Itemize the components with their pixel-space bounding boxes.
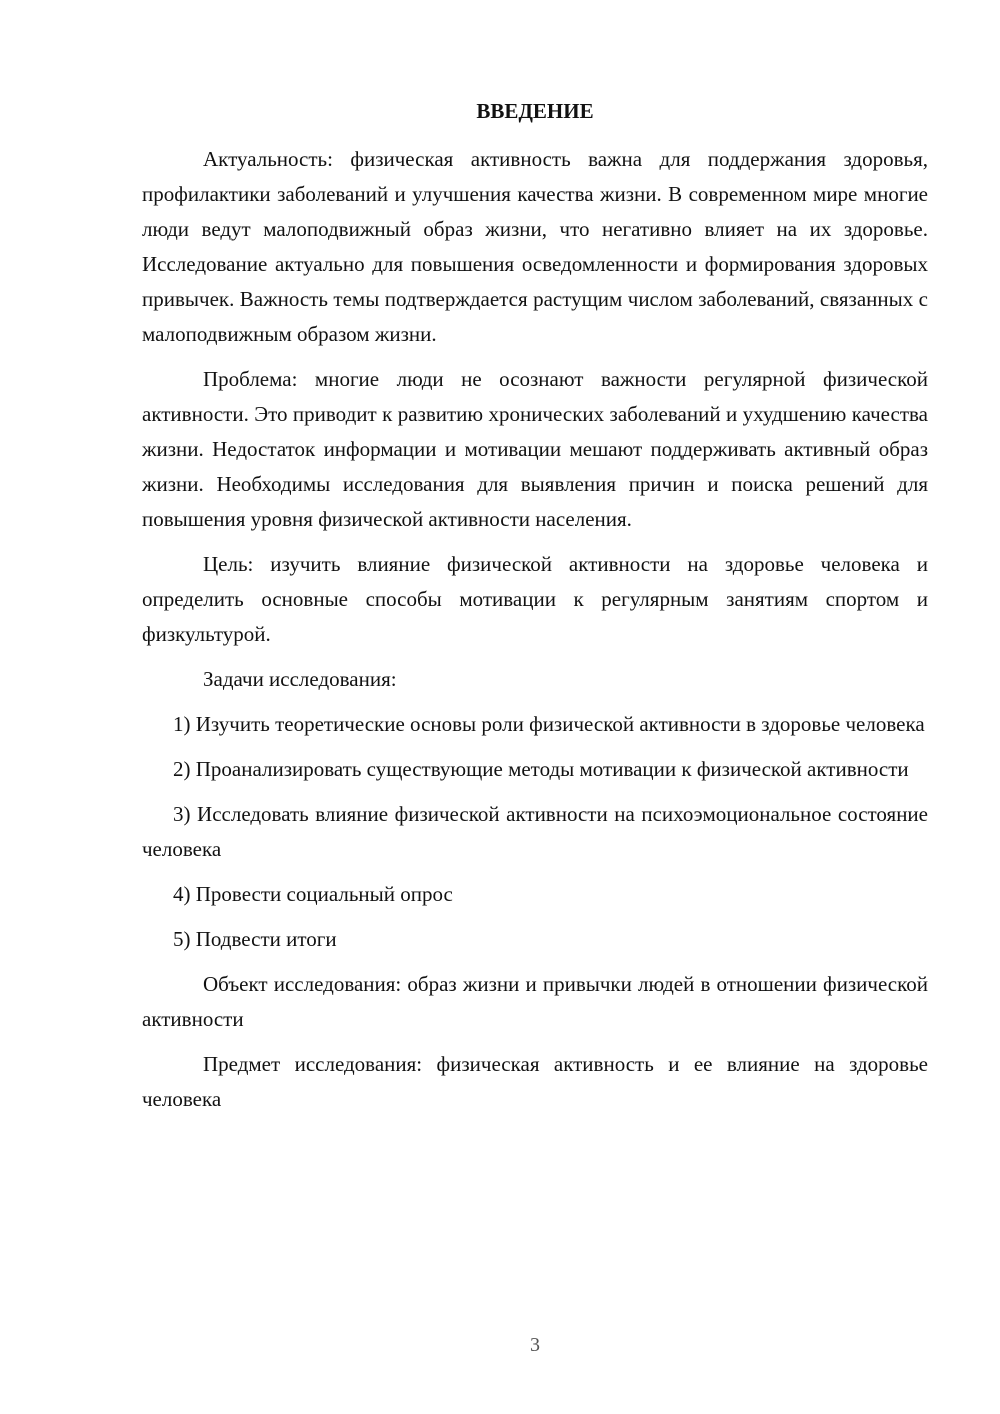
task-item: 5) Подвести итоги — [173, 927, 337, 951]
task-item: 2) Проанализировать существующие методы мотивации к физической активности — [173, 757, 909, 781]
page-number: 3 — [530, 1334, 540, 1356]
tasks-heading: Задачи исследования: — [203, 667, 397, 691]
goal-paragraph: Цель: изучить влияние физической активности на здоровье человека и определить основные способы мотивации к регулярным занятиям спортом и физкультурой. — [142, 552, 928, 646]
object-paragraph: Объект исследования: образ жизни и привычки людей в отношении физической активности — [142, 972, 928, 1031]
relevance-paragraph: Актуальность: физическая активность важна для поддержания здоровья, профилактики заболеваний и улучшения качества жизни. В современном мире многие люди ведут малоподвижный образ жизни, что негативно влияет на их здоровье. Исследование актуально для повышения осведомленности и формирования здоровых привычек. Важность темы подтверждается растущим числом заболеваний, связанных с малоподвижным образом жизни. — [142, 147, 928, 346]
task-item: 4) Провести социальный опрос — [173, 882, 453, 906]
document-body — [142, 142, 928, 1127]
task-item: 3) Исследовать влияние физической активности на психоэмоциональное состояние человека — [142, 802, 928, 861]
task-item: 1) Изучить теоретические основы роли физической активности в здоровье человека — [173, 712, 925, 736]
subject-paragraph: Предмет исследования: физическая активность и ее влияние на здоровье человека — [142, 1052, 928, 1111]
page-title: ВВЕДЕНИЕ — [476, 99, 594, 123]
problem-paragraph: Проблема: многие люди не осознают важности регулярной физической активности. Это приводит к развитию хронических заболеваний и ухудшению качества жизни. Недостаток информации и мотивации мешают поддерживать активный образ жизни. Необходимы исследования для выявления причин и поиска решений для повышения уровня физической активности населения. — [142, 367, 928, 531]
